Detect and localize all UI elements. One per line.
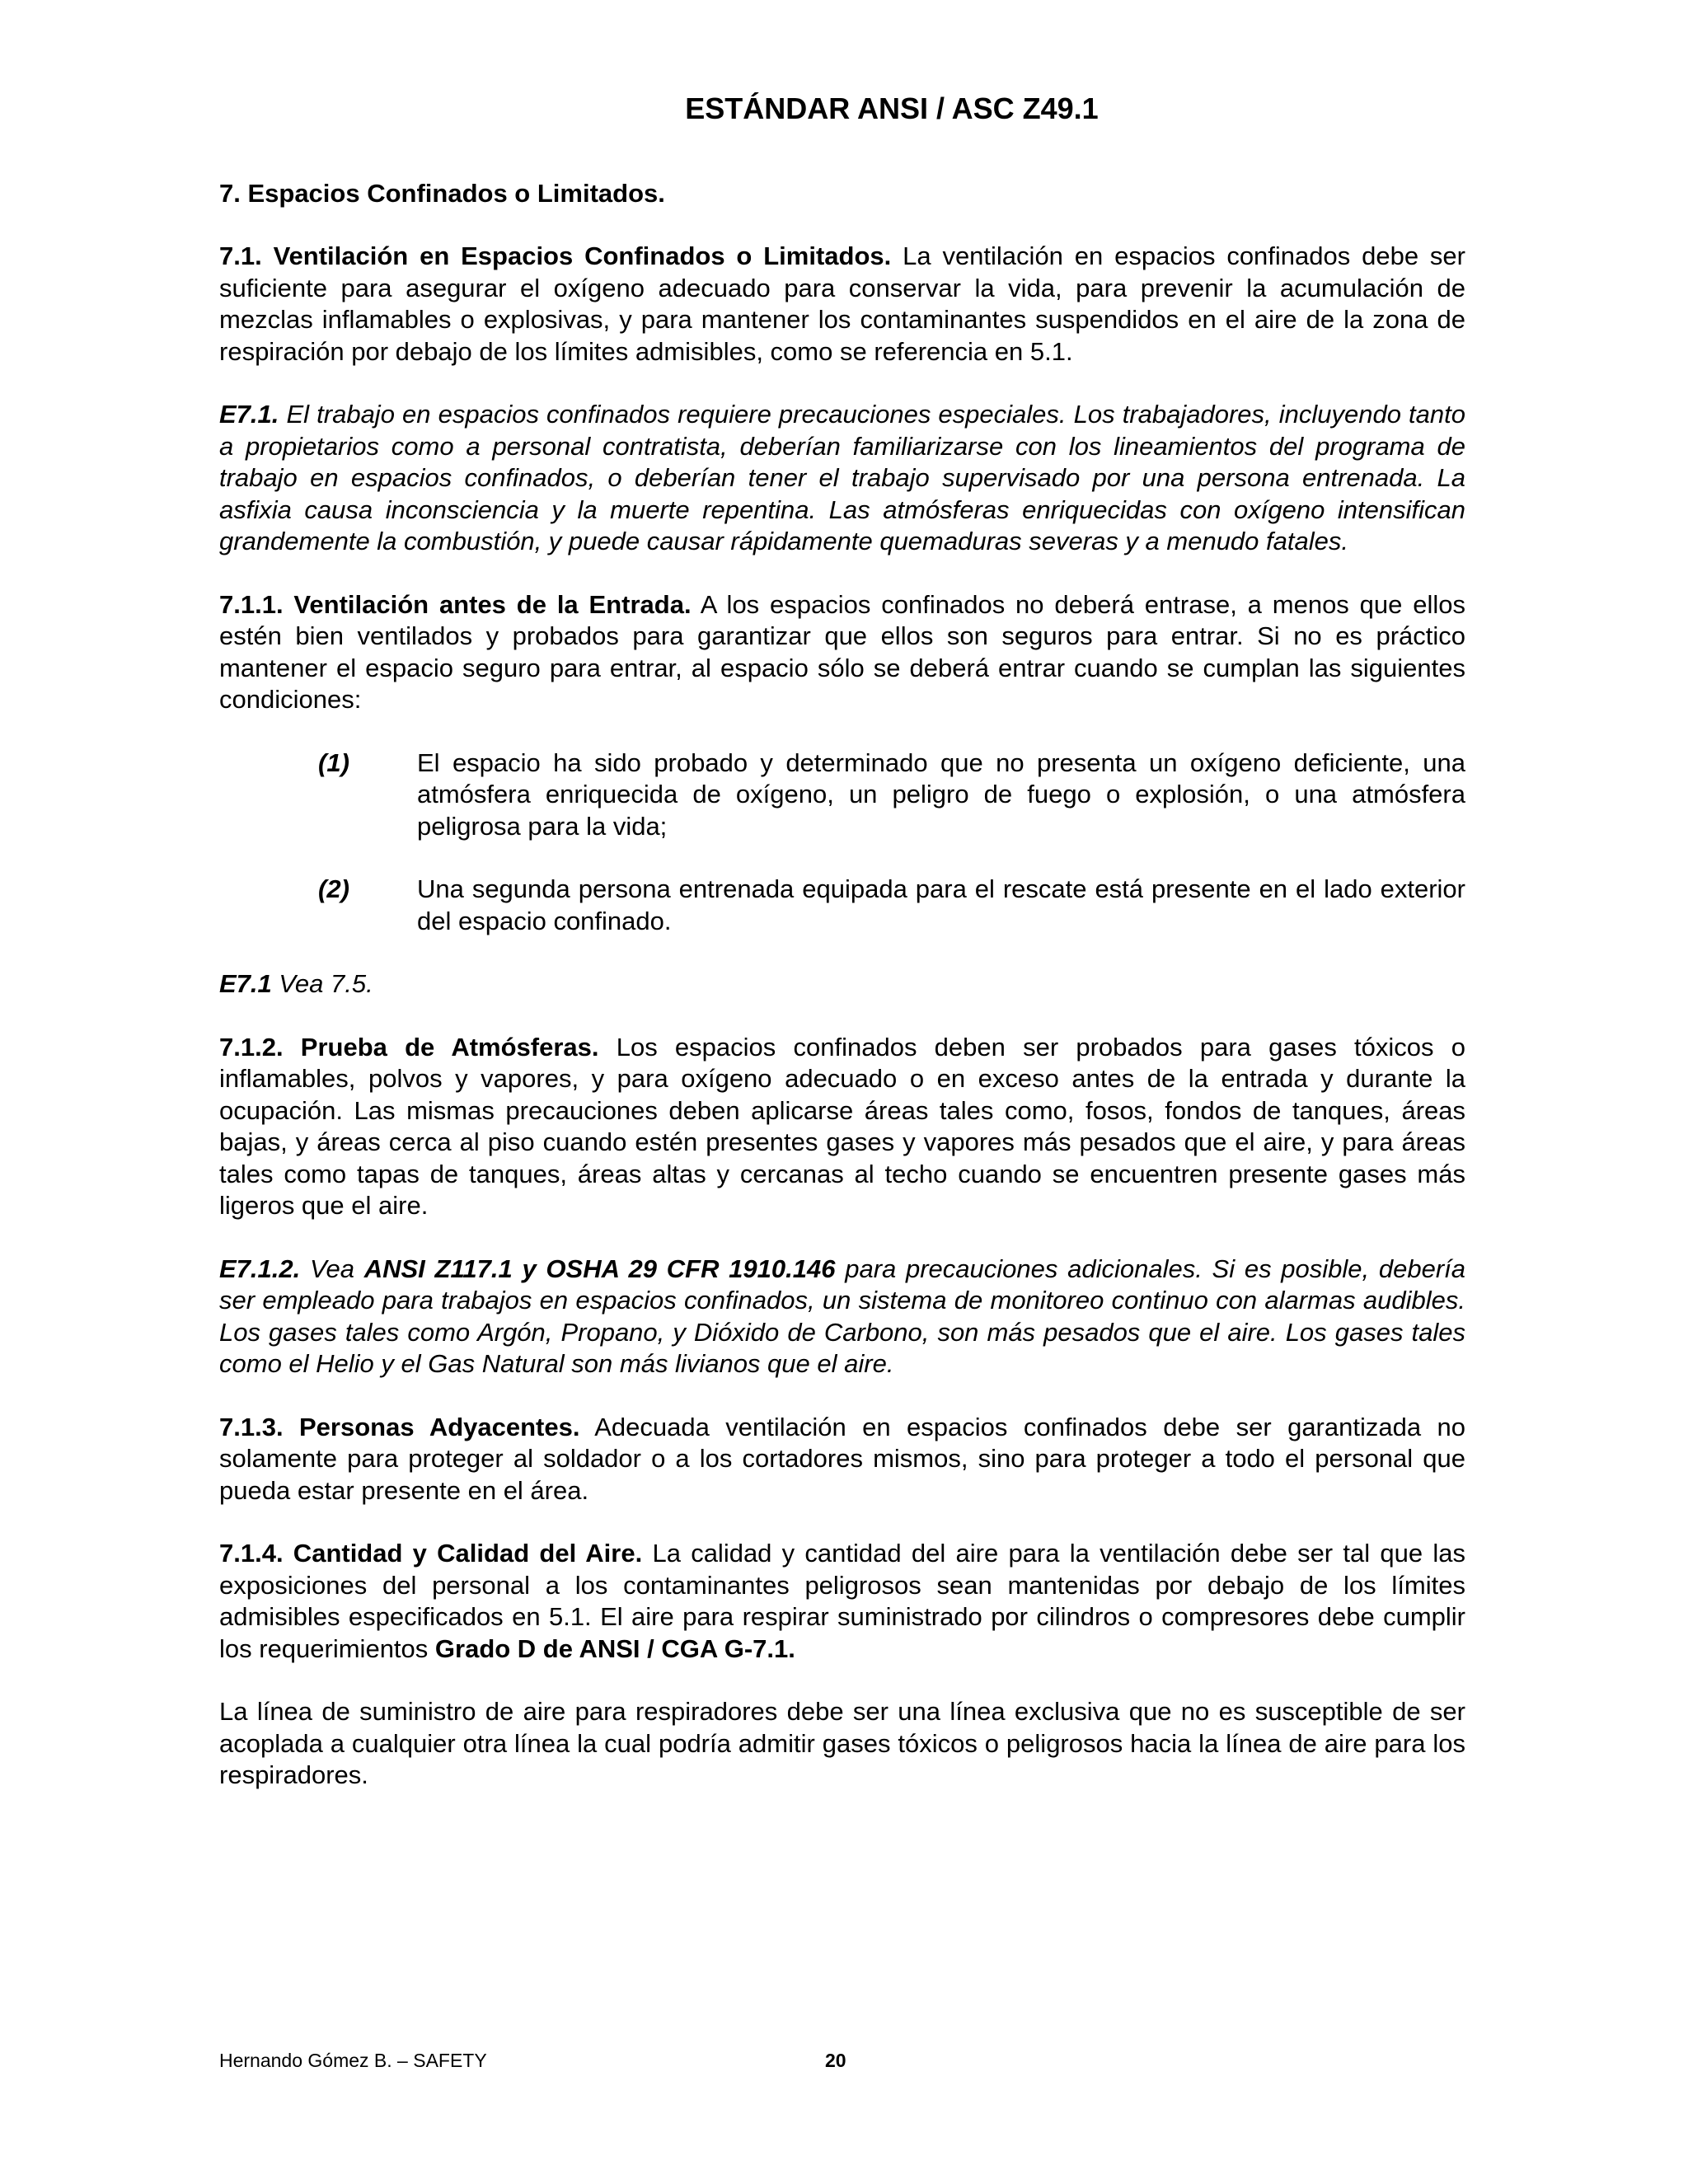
paragraph-7-1-text: La ventilación en espacios confinados debe ser suficiente para asegurar el oxígeno adecuado para conservar la vida, para prevenir la acumulación de mezclas inflamables o explosivas, y para mantener los contaminantes suspendidos en el aire de la zona de respiración por debajo de los límites admisibles, como se referencia en 5.1. (219, 241, 1466, 366)
paragraph-7-1-4-reference: Grado D de ANSI / CGA G-7.1. (434, 1633, 795, 1663)
paragraph-e7-1-2 (219, 1254, 1465, 1380)
paragraph-7-1-3-label: 7.1.3. Personas Adyacentes. (219, 1412, 580, 1441)
paragraph-7-1-label: 7.1. Ventilación en Espacios Confinados o Limitados. (219, 241, 892, 270)
paragraph-7-1-2-label: 7.1.2. Prueba de Atmósferas. (219, 1032, 599, 1062)
paragraph-7-1-2 (219, 1032, 1465, 1222)
section-heading-7: 7. Espacios Confinados o Limitados. (219, 179, 665, 208)
paragraph-7-1-4 (219, 1538, 1465, 1665)
footer-author: Hernando Gómez B. – SAFETY (219, 2050, 487, 2071)
document-title: ESTÁNDAR ANSI / ASC Z49.1 (685, 91, 1099, 125)
list-item (219, 874, 1465, 937)
paragraph-e7-1-text: El trabajo en espacios confinados requiere precauciones especiales. Los trabajadores, incluyendo tanto a propietarios como a personal contratista, deberían familiarizarse con los lineamientos del programa de trabajo en espacios confinados, o deberían tener el trabajo supervisado por una persona entrenada. La asfixia causa inconsciencia y la muerte repentina. Las atmósferas enriquecidas con oxígeno intensifican grandemente la combustión, y puede causar rápidamente quemaduras severas y a menudo fatales. (219, 400, 1465, 555)
paragraph-7-1 (219, 241, 1465, 368)
paragraph-e7-1-ref-label: E7.1 (219, 969, 272, 998)
paragraph-7-1-2-text: Los espacios confinados deben ser probados para gases tóxicos o inflamables, polvos y vapores, y para oxígeno adecuado o en exceso antes de la entrada y durante la ocupación. Las mismas precauciones deben aplicarse áreas tales como, fosos, fondos de tanques, áreas bajas, y áreas cerca al piso cuando estén presentes gases y vapores más pesados que el aire, y para áreas tales como tapas de tanques, áreas altas y cercanas al techo cuando se encuentren presente gases más ligeros que el aire. (219, 1032, 1465, 1220)
list-item-number: (1) (318, 748, 349, 777)
paragraph-e7-1-ref (219, 968, 1465, 1001)
paragraph-e7-1-2-label: E7.1.2. (219, 1254, 301, 1283)
paragraph-e7-1-ref-text: Vea 7.5. (271, 969, 373, 998)
paragraph-e7-1-2-pre: Vea (300, 1254, 364, 1283)
paragraph-final: La línea de suministro de aire para respiradores debe ser una línea exclusiva que no es susceptible de ser acoplada a cualquier otra línea la cual podría admitir gases tóxicos o peligrosos hacia la línea de aire para los respiradores. (219, 1697, 1465, 1789)
document-page (219, 91, 1465, 1823)
paragraph-e7-1-2-reference: ANSI Z117.1 y OSHA 29 CFR 1910.146 (363, 1254, 836, 1283)
list-item-text: El espacio ha sido probado y determinado que no presenta un oxígeno deficiente, una atmósfera enriquecida de oxígeno, un peligro de fuego o explosión, o una atmósfera peligrosa para la vida; (417, 748, 1465, 841)
paragraph-e7-1-label: E7.1. (219, 400, 279, 429)
page-number: 20 (825, 2050, 846, 2071)
paragraph-7-1-3 (219, 1412, 1465, 1507)
list-item (219, 748, 1465, 843)
list-item-text: Una segunda persona entrenada equipada para el rescate está presente en el lado exterior del espacio confinado. (417, 874, 1465, 935)
paragraph-7-1-1-label: 7.1.1. Ventilación antes de la Entrada. (219, 589, 692, 619)
paragraph-e7-1-2-text: para precauciones adicionales. Si es posible, debería ser empleado para trabajos en espacios confinados, un sistema de monitoreo continuo con alarmas audibles. Los gases tales como Argón, Propano, y Dióxido de Carbono, son más pesados que el aire. Los gases tales como el Helio y el Gas Natural son más livianos que el aire. (219, 1254, 1466, 1378)
paragraph-7-1-1-text: A los espacios confinados no deberá entrase, a menos que ellos estén bien ventilados y probados para garantizar que ellos son seguros para entrar. Si no es práctico mantener el espacio seguro para entrar, al espacio sólo se deberá entrar cuando se cumplan las siguientes condiciones: (219, 589, 1466, 714)
conditions-list (219, 748, 1465, 938)
paragraph-7-1-1 (219, 589, 1465, 716)
paragraph-7-1-3-text: Adecuada ventilación en espacios confinados debe ser garantizada no solamente para proteger al soldador o a los cortadores mismos, sino para proteger a todo el personal que pueda estar presente en el área. (219, 1412, 1465, 1505)
paragraph-e7-1 (219, 399, 1465, 558)
paragraph-7-1-4-text: La calidad y cantidad del aire para la ventilación debe ser tal que las exposiciones del personal a los contaminantes peligrosos sean mantenidas por debajo de los límites admisibles especificados en 5.1. El aire para respirar suministrado por cilindros o compresores debe cumplir los requerimientos (219, 1539, 1465, 1663)
paragraph-7-1-4-label: 7.1.4. Cantidad y Calidad del Aire. (219, 1539, 643, 1568)
list-item-number: (2) (318, 874, 349, 903)
